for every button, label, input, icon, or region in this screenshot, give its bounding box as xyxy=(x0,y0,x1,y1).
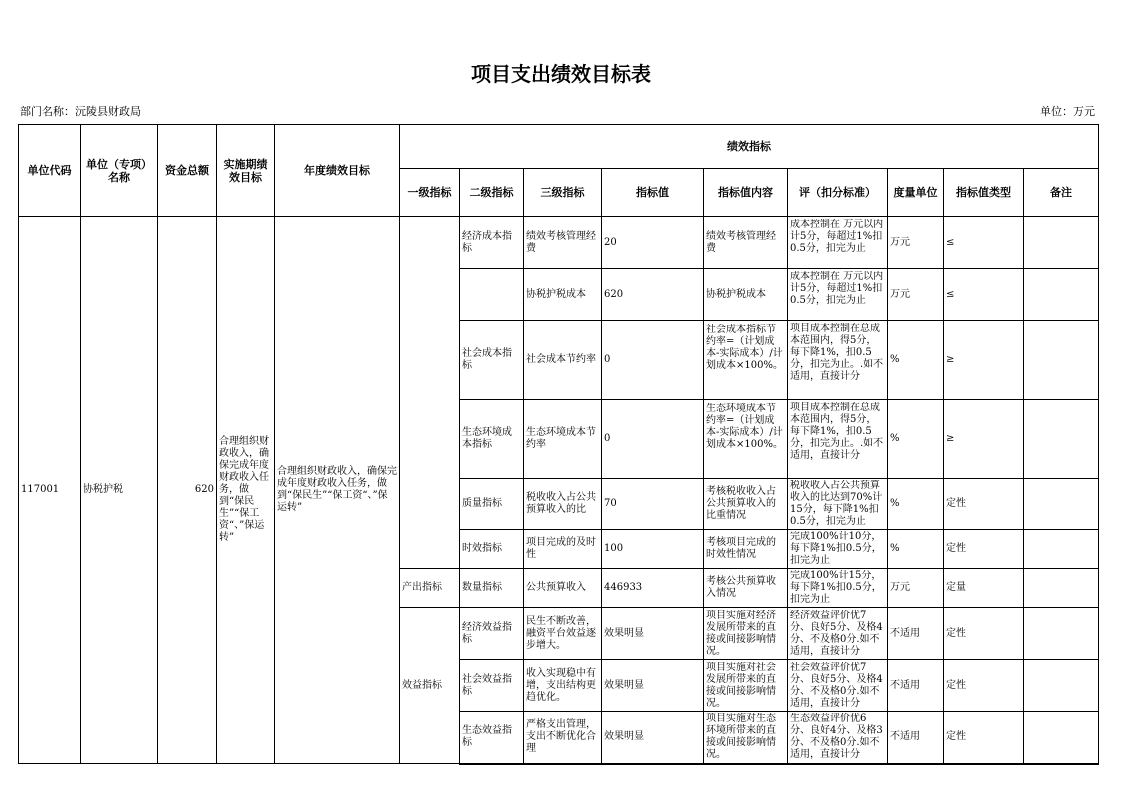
value-content-cell: 项目实施对社会发展所带来的直接或间接影响情况。 xyxy=(704,660,788,712)
remark-cell xyxy=(1024,217,1099,269)
value-cell: 620 xyxy=(602,269,704,321)
value-cell: 0 xyxy=(602,400,704,479)
header-indicators: 绩效指标 xyxy=(400,125,1099,169)
scoring-cell: 完成100%计10分，每下降1%扣0.5分，扣完为止 xyxy=(788,530,888,569)
value-content-cell: 绩效考核管理经费 xyxy=(704,217,788,269)
performance-target-table xyxy=(18,124,1099,765)
header-remark: 备注 xyxy=(1024,169,1099,217)
measure-unit-cell: 不适用 xyxy=(888,608,944,660)
header-unit-name: 单位（专项）名称 xyxy=(81,125,158,217)
level1-benefit-cell: 效益指标 xyxy=(400,608,460,764)
header-value-type: 指标值类型 xyxy=(944,169,1024,217)
level2-cell xyxy=(460,269,524,321)
remark-cell xyxy=(1024,712,1099,764)
remark-cell xyxy=(1024,660,1099,712)
level2-cell: 生态效益指标 xyxy=(460,712,524,764)
level3-cell: 收入实现稳中有增，支出结构更趋优化。 xyxy=(524,660,602,712)
value-cell: 100 xyxy=(602,530,704,569)
level2-cell: 社会成本指标 xyxy=(460,321,524,400)
scoring-cell: 社会效益评价优7分、良好5分、及格4分、不及格0分.如不适用，直接计分 xyxy=(788,660,888,712)
level3-cell: 协税护税成本 xyxy=(524,269,602,321)
value-type-cell: 定量 xyxy=(944,569,1024,608)
value-type-cell: 定性 xyxy=(944,660,1024,712)
level3-cell: 社会成本节约率 xyxy=(524,321,602,400)
value-type-cell: 定性 xyxy=(944,479,1024,530)
header-scoring: 评（扣分标准） xyxy=(788,169,888,217)
value-cell: 70 xyxy=(602,479,704,530)
total-funds-cell: 620 xyxy=(158,217,217,764)
level1-cost-cell xyxy=(400,217,460,569)
value-type-cell: 定性 xyxy=(944,530,1024,569)
scoring-cell: 税收收入占公共预算收入的比达到70%计15分，每下降1%扣0.5分，扣完为止 xyxy=(788,479,888,530)
header-period-goal: 实施期绩效目标 xyxy=(217,125,275,217)
level2-cell: 数量指标 xyxy=(460,569,524,608)
value-content-cell: 项目实施对经济发展所带来的直接或间接影响情况。 xyxy=(704,608,788,660)
measure-unit-cell: % xyxy=(888,321,944,400)
header-total-funds: 资金总额 xyxy=(158,125,217,217)
value-content-cell: 协税护税成本 xyxy=(704,269,788,321)
unit-name-cell: 协税护税 xyxy=(81,217,158,764)
value-cell: 效果明显 xyxy=(602,660,704,712)
header-value: 指标值 xyxy=(602,169,704,217)
value-cell: 0 xyxy=(602,321,704,400)
header-unit-code: 单位代码 xyxy=(19,125,81,217)
header-value-content: 指标值内容 xyxy=(704,169,788,217)
value-type-cell: 定性 xyxy=(944,712,1024,764)
level1-output-cell: 产出指标 xyxy=(400,569,460,608)
value-cell: 效果明显 xyxy=(602,712,704,764)
scoring-cell: 成本控制在 万元以内计5分，每超过1%扣0.5分，扣完为止 xyxy=(788,217,888,269)
level3-cell: 公共预算收入 xyxy=(524,569,602,608)
measure-unit-cell: % xyxy=(888,479,944,530)
scoring-cell: 成本控制在 万元以内计5分，每超过1%扣0.5分，扣完为止 xyxy=(788,269,888,321)
remark-cell xyxy=(1024,321,1099,400)
measure-unit-cell: % xyxy=(888,530,944,569)
level3-cell: 严格支出管理，支出不断优化合理 xyxy=(524,712,602,764)
value-cell: 效果明显 xyxy=(602,608,704,660)
table-row xyxy=(19,217,1099,269)
annual-goal-cell: 合理组织财政收入，确保完成年度财政收入任务，做到“保民生”“保工资“、”保运转” xyxy=(275,217,400,764)
level2-cell: 经济成本指标 xyxy=(460,217,524,269)
value-content-cell: 考核项目完成的时效性情况 xyxy=(704,530,788,569)
level2-cell: 质量指标 xyxy=(460,479,524,530)
value-content-cell: 项目实施对生态环境所带来的直接或间接影响情况。 xyxy=(704,712,788,764)
measure-unit-cell: % xyxy=(888,400,944,479)
level3-cell: 项目完成的及时性 xyxy=(524,530,602,569)
remark-cell xyxy=(1024,269,1099,321)
level3-cell: 绩效考核管理经费 xyxy=(524,217,602,269)
header-level3: 三级指标 xyxy=(524,169,602,217)
period-goal-cell: 合理组织财政收入，确保完成年度财政收入任务，做到“保民生”“保工资“、”保运转” xyxy=(217,217,275,764)
remark-cell xyxy=(1024,530,1099,569)
remark-cell xyxy=(1024,400,1099,479)
remark-cell xyxy=(1024,479,1099,530)
measure-unit-cell: 不适用 xyxy=(888,712,944,764)
currency-unit-label: 单位：万元 xyxy=(1040,105,1095,118)
value-content-cell: 社会成本指标节约率=（计划成本-实际成本）/计划成本×100%。 xyxy=(704,321,788,400)
value-type-cell: ≤ xyxy=(944,217,1024,269)
measure-unit-cell: 万元 xyxy=(888,269,944,321)
value-type-cell: ≥ xyxy=(944,321,1024,400)
unit-code-cell: 117001 xyxy=(19,217,81,764)
level3-cell: 民生不断改善，融资平台效益逐步增大。 xyxy=(524,608,602,660)
level3-cell: 生态环境成本节约率 xyxy=(524,400,602,479)
scoring-cell: 经济效益评价优7分、良好5分、及格4分、不及格0分.如不适用，直接计分 xyxy=(788,608,888,660)
level2-cell: 时效指标 xyxy=(460,530,524,569)
value-type-cell: 定性 xyxy=(944,608,1024,660)
scoring-cell: 完成100%计15分，每下降1%扣0.5分，扣完为止 xyxy=(788,569,888,608)
level2-cell: 社会效益指标 xyxy=(460,660,524,712)
remark-cell xyxy=(1024,608,1099,660)
measure-unit-cell: 不适用 xyxy=(888,660,944,712)
scoring-cell: 生态效益评价优6分、良好4分、及格3分、不及格0分.如不适用，直接计分 xyxy=(788,712,888,764)
value-type-cell: ≤ xyxy=(944,269,1024,321)
header-measure-unit: 度量单位 xyxy=(888,169,944,217)
header-level1: 一级指标 xyxy=(400,169,460,217)
value-content-cell: 考核公共预算收入情况 xyxy=(704,569,788,608)
value-cell: 20 xyxy=(602,217,704,269)
department-label: 部门名称：沅陵县财政局 xyxy=(20,105,141,118)
page-title: 项目支出绩效目标表 xyxy=(471,62,651,86)
level2-cell: 经济效益指标 xyxy=(460,608,524,660)
remark-cell xyxy=(1024,569,1099,608)
value-cell: 446933 xyxy=(602,569,704,608)
scoring-cell: 项目成本控制在总成本范围内，得5分，每下降1%，扣0.5分，扣完为止。.如不适用，直接计分 xyxy=(788,400,888,479)
level3-cell: 税收收入占公共预算收入的比 xyxy=(524,479,602,530)
value-content-cell: 考核税收收入占公共预算收入的比重情况 xyxy=(704,479,788,530)
measure-unit-cell: 万元 xyxy=(888,569,944,608)
value-type-cell: ≥ xyxy=(944,400,1024,479)
measure-unit-cell: 万元 xyxy=(888,217,944,269)
level2-cell: 生态环境成本指标 xyxy=(460,400,524,479)
header-annual-goal: 年度绩效目标 xyxy=(275,125,400,217)
value-content-cell: 生态环境成本节约率=（计划成本-实际成本）/计划成本×100%。 xyxy=(704,400,788,479)
header-level2: 二级指标 xyxy=(460,169,524,217)
scoring-cell: 项目成本控制在总成本范围内，得5分，每下降1%，扣0.5分，扣完为止。.如不适用，直接计分 xyxy=(788,321,888,400)
